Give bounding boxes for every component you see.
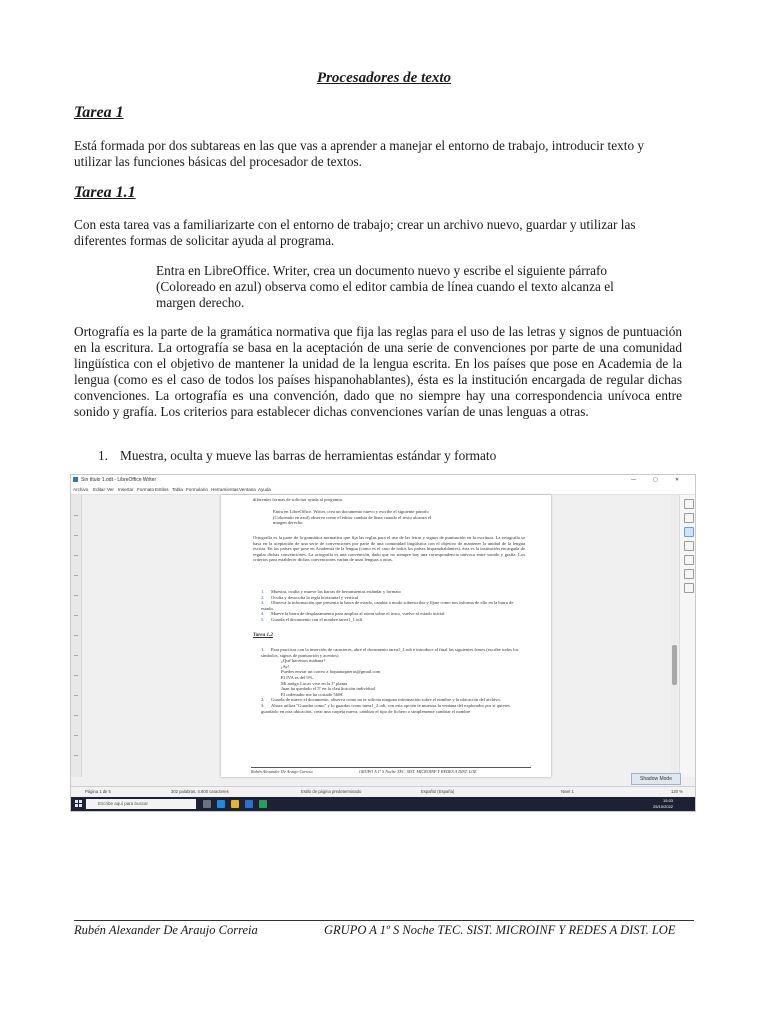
status-words[interactable]: 302 palabras, 4.800 caracteres xyxy=(171,789,229,794)
heading-tarea-1-1: Tarea 1.1 xyxy=(74,184,136,201)
writer-app-icon xyxy=(73,477,78,482)
paragraph-intro-line-2: utilizar las funciones básicas del procesador de textos. xyxy=(74,154,362,169)
footer-group: GRUPO A 1º S Noche TEC. SIST. MICROINF Y REDES A DIST. LOE xyxy=(324,923,676,937)
window-titlebar xyxy=(71,475,695,485)
page-list-number: 3. xyxy=(261,600,265,606)
status-language[interactable]: Español (España) xyxy=(421,789,455,794)
edge-icon[interactable] xyxy=(217,800,225,808)
page-instruction-line-2: (Coloreado en azul) observa como el editor cambia de línea cuando el texto alcanza el xyxy=(273,514,432,520)
file-explorer-icon[interactable] xyxy=(231,800,239,808)
page-list-text: Guarda de nuevo el documento, observa como no te solicita ninguna información sobre el nombre y la ubicación del archivo. xyxy=(271,697,501,703)
page-list-item: 3. Ahora utiliza "Guardar como" y lo guardas como tarea1_2.odt, con esta opción te muestra la ventana del explorador por si quieres guardarlo en otra ubicación, crear una carpeta nueva, cambiar el tipo de fichero o simplemente cambiar el nombre xyxy=(261,702,510,714)
minimize-icon[interactable]: — xyxy=(631,477,636,483)
page-line: diferentes formas de solicitar ayuda al programa. xyxy=(253,497,343,502)
list-number: 1. xyxy=(98,448,108,463)
page-title: Procesadores de texto xyxy=(316,70,452,86)
document-page[interactable] xyxy=(221,495,551,777)
list-item xyxy=(98,448,496,464)
page-sub-line: ¿Qué hacemos mañana? xyxy=(281,658,326,664)
page-sub-line: Mi amigo Lucas vive en la 1ª planta xyxy=(281,680,348,686)
gallery-icon[interactable] xyxy=(684,541,694,551)
properties-icon[interactable] xyxy=(684,499,694,509)
page-footer xyxy=(251,767,531,775)
menu-bar xyxy=(71,485,695,495)
vertical-scrollbar[interactable] xyxy=(671,495,678,777)
page-sub-line: El ordenador me ha costado 560€ xyxy=(281,691,343,697)
paragraph-tarea-1-1 xyxy=(74,217,682,249)
page-sub-line: ¡Ay! xyxy=(281,663,290,669)
page-list-text: Mueve la barra de desplazamiento para ampliar al zoom sobre el texto, vuelve al estado inicial xyxy=(271,611,445,617)
instruction-block xyxy=(156,263,656,311)
scroll-thumb[interactable] xyxy=(672,645,677,685)
paragraph-tarea-1-1-line-1: Con esta tarea vas a familiarizarte con el entorno de trabajo; crear un archivo nuevo, guardar y utilizar las xyxy=(74,217,636,232)
page-list-item xyxy=(261,600,523,611)
menu-estilos[interactable]: Estilos xyxy=(155,487,169,492)
page-list-text: Observa la información que presenta la barra de estado, cambia a modo sobrescribir y fíjate como nos informa de ello en la barra de estado. xyxy=(261,600,514,611)
task-view-icon[interactable] xyxy=(203,800,211,808)
store-icon[interactable] xyxy=(245,800,253,808)
page-list-item xyxy=(261,617,523,623)
page-list-item: 2. Guarda de nuevo el documento, observa como no te solicita ninguna información sobre el nombre y la ubicación del archivo. xyxy=(261,697,501,703)
page-footer-left: Rubén Alexander De Araujo Correia xyxy=(251,769,313,774)
right-sidebar xyxy=(679,495,696,777)
footer-divider xyxy=(74,920,694,921)
paragraph-intro xyxy=(74,138,682,170)
menu-ventana[interactable]: Ventana xyxy=(239,487,256,492)
menu-herramientas[interactable]: Herramientas xyxy=(211,487,239,492)
menu-archivo[interactable]: Archivo xyxy=(73,487,89,492)
instruction-line-1: Entra en LibreOffice. Writer, crea un documento nuevo y escribe el siguiente párrafo xyxy=(156,263,608,278)
maximize-icon[interactable]: ▢ xyxy=(653,477,658,483)
menu-insertar[interactable]: Insertar xyxy=(118,487,134,492)
paragraph-tarea-1-1-line-2: diferentes formas de solicitar ayuda al programa. xyxy=(74,233,335,248)
status-bar xyxy=(71,786,695,797)
status-zoom[interactable]: 120 % xyxy=(671,789,683,794)
page-sub-line: Juan ha quedado el 5º en la clasificación individual xyxy=(281,686,376,692)
manage-changes-icon[interactable] xyxy=(684,569,694,579)
page-instruction-line-1: Entra en LibreOffice. Writer, crea un documento nuevo y escribe el siguiente párrafo xyxy=(273,509,429,514)
page-sub-list xyxy=(261,658,523,697)
menu-ver[interactable]: Ver xyxy=(107,487,114,492)
writer-taskbar-icon[interactable] xyxy=(259,800,267,808)
page-heading: Tarea 1.2 xyxy=(253,632,273,638)
page-list-2 xyxy=(261,647,523,714)
status-page-style[interactable]: Estilo de página predeterminado xyxy=(301,789,362,794)
page-instruction-line-3: margen derecho. xyxy=(273,520,304,526)
vertical-ruler xyxy=(71,495,82,777)
styles-icon[interactable] xyxy=(684,527,694,537)
page-paragraph: Ortografía es la parte de la gramática normativa que fija las reglas para el uso de las letras y signos de puntuación en la escritura. La ortografía se basa en la aceptación de una serie de convenciones por parte de una comunidad lingüística con el objetivo de mantener la unidad de la lengua escrita. En los países que pose en Academia de la lengua (como es el caso de todos los países hispanohablantes), ésta es la institución encargada de regular dichas convenciones. La ortografía es una convención, dado que no siempre hay una correspondencia unívoca entre sonido y grafía. Los criterios para establecer dichas convenciones varían de unas lenguas a otras. xyxy=(253,535,525,563)
page-list-number: 5. xyxy=(261,616,265,622)
shadow-mode-button[interactable]: Shadow Mode xyxy=(631,773,681,785)
page-list-number: 1. xyxy=(261,589,265,594)
heading-tarea-1: Tarea 1 xyxy=(74,104,124,121)
page-list-text: Ahora utiliza "Guardar como" y lo guardas como tarea1_2.odt, con esta opción te muestra la ventana del explorador por si quieres guardarlo en otra ubicación, crear una carpeta nueva, cambiar el tipo de fichero o simplemente cambiar el nombre xyxy=(261,702,510,714)
footer-author: Rubén Alexander De Araujo Correia xyxy=(74,923,258,937)
page-footer-right: GRUPO A 1º S Noche TEC. SIST. MICROINF Y REDES A DIST. LOE xyxy=(359,769,477,774)
list-item-text: Muestra, oculta y mueve las barras de herramientas estándar y formato xyxy=(120,448,497,463)
navigator-icon[interactable] xyxy=(684,555,694,565)
clock-date: 25/10/2022 xyxy=(653,804,674,809)
design-icon[interactable] xyxy=(684,583,694,593)
menu-tabla[interactable]: Tabla xyxy=(172,487,183,492)
page-list-item: 1. Para practicar con la inserción de caracteres, abre el documento tarea1_1.odt e introduce al final las siguientes frases (escribe todos los símbolos, signos de puntuación y acentos) xyxy=(261,647,519,658)
page-list-text: Oculta y desoculta la regla horizontal y vertical xyxy=(271,594,359,600)
instruction-line-2: (Coloreado en azul) observa como el editor cambia de línea cuando el texto alcanza el xyxy=(156,279,614,294)
windows-start-icon[interactable] xyxy=(75,800,82,807)
page-list-text: Guarda el documento con el nombre tarea1_1.odt xyxy=(271,616,362,622)
taskbar xyxy=(71,797,695,811)
menu-formato[interactable]: Formato xyxy=(137,487,155,492)
clock-time: 15:03 xyxy=(663,798,674,803)
page-list-number: 2. xyxy=(261,594,265,600)
page-sub-line: Puedes enviar un correo a loquatuquieras@gmail.com xyxy=(281,669,381,675)
page-icon[interactable] xyxy=(684,513,694,523)
page-list-text: Para practicar con la inserción de caracteres, abre el documento tarea1_1.odt e introduce al final las siguientes frases (escribe todos los símbolos, signos de puntuación y acentos) xyxy=(261,647,519,658)
taskbar-search-input[interactable]: Escribe aquí para buscar xyxy=(86,799,196,809)
paragraph-intro-line-1: Está formada por dos subtareas en las que vas a aprender a manejar el entorno de trabajo, introducir texto y xyxy=(74,138,645,153)
status-level: Nivel 1 xyxy=(561,789,574,794)
menu-ayuda[interactable]: Ayuda xyxy=(258,487,271,492)
page-instruction xyxy=(273,509,523,526)
window-title: Sin título 1.odt - LibreOffice Writer xyxy=(81,477,157,483)
page-list xyxy=(261,589,523,623)
instruction-line-3: margen derecho. xyxy=(156,295,245,310)
embedded-screenshot xyxy=(70,474,696,812)
menu-editar[interactable]: Editar xyxy=(93,487,106,492)
taskbar-clock[interactable] xyxy=(653,798,673,810)
menu-formulario[interactable]: Formulario xyxy=(186,487,208,492)
page-list-text: Muestra, oculta y mueve las barras de herramientas estándar y formato xyxy=(271,589,401,594)
close-icon[interactable]: ✕ xyxy=(675,477,680,483)
status-page[interactable]: Página 1 de 5 xyxy=(85,789,111,794)
page-list-number: 4. xyxy=(261,611,265,617)
paragraph-ortografia: Ortografía es la parte de la gramática normativa que fija las reglas para el uso de las letras y signos de puntuación en la escritura. La ortografía se basa en la aceptación de una serie de convenciones por parte de una comunidad lingüística con el objetivo de mantener la unidad de la lengua escrita. En los países que pose en Academia de la lengua (como es el caso de todos los países hispanohablantes), ésta es la institución encargada de regular dichas convenciones. La ortografía es una convención, dado que no siempre hay una correspondencia unívoca entre sonido y grafía. Los criterios para establecer dichas convenciones varían de unas lenguas a otras. xyxy=(74,324,682,419)
page-sub-line: El IVA es del 9%. xyxy=(281,674,314,680)
